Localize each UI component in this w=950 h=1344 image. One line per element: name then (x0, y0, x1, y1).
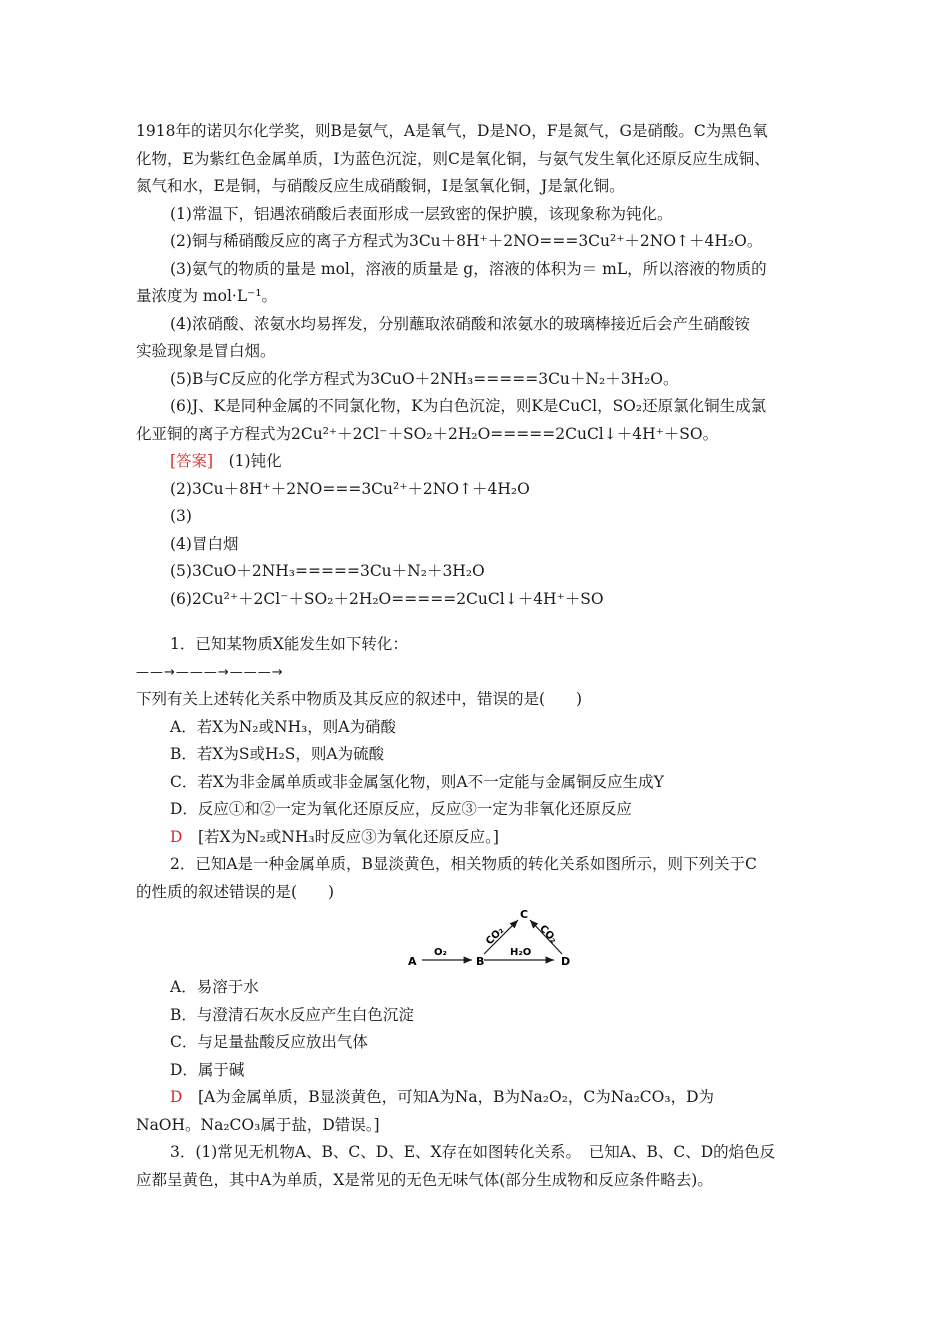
question-1-option-c: C．若X为非金属单质或非金属氢化物，则A不一定能与金属铜反应生成Y (170, 772, 664, 791)
question-2-option-b: B．与澄清石灰水反应产生白色沉淀 (170, 1005, 414, 1024)
answer-text: (1)钝化 (228, 452, 282, 470)
text-line: NaOH。Na₂CO₃属于盐，D错误。] (136, 1115, 380, 1134)
answer-line-5: (5)3CuO＋2NH₃=====3Cu＋N₂＋3H₂O (170, 562, 485, 580)
question-1-option-a: A．若X为N₂或NH₃，则A为硝酸 (170, 717, 396, 736)
question-1-answer (136, 824, 826, 852)
node-a: A (408, 955, 417, 968)
node-d: D (561, 955, 571, 968)
answer-key: D (170, 1088, 183, 1106)
answer-tag: [答案] (170, 452, 214, 470)
question-1-option-b: B．若X为S或H₂S，则A为硫酸 (170, 745, 385, 763)
answer-line-1 (136, 448, 826, 476)
question-2-stem: 2．已知A是一种金属单质，B显淡黄色，相关物质的转化关系如图所示，则下列关于C (170, 855, 757, 873)
answer-line-6: (6)2Cu²⁺＋2Cl⁻＋SO₂＋2H₂O=====2CuCl↓＋4H⁺＋SO (170, 589, 604, 608)
question-3-stem: 3．(1)常见无机物A、B、C、D、E、X存在如图转化关系。 已知A、B、C、D的焰色反 (170, 1143, 776, 1161)
answer-line-3: (3) (170, 507, 192, 525)
answer-key: D (170, 827, 183, 846)
node-c: C (520, 908, 529, 921)
document-body (136, 118, 826, 1194)
answer-explanation: [A为金属单质，B显淡黄色，可知A为Na，B为Na₂O₂，C为Na₂CO₃，D为 (197, 1088, 714, 1106)
solution-step-3: (3)氨气的物质的量是 mol，溶液的质量是 g，溶液的体积为＝ mL，所以溶液的物质的 (170, 259, 767, 278)
text-line: 化物，E为紫红色金属单质，I为蓝色沉淀，则C是氧化铜，与氨气发生氧化还原反应生成铜、 (136, 149, 770, 168)
text-line: 化亚铜的离子方程式为2Cu²⁺＋2Cl⁻＋SO₂＋2H₂O=====2CuCl↓＋4H⁺＋SO。 (136, 424, 719, 443)
solution-step-5: (5)B与C反应的化学方程式为3CuO＋2NH₃=====3Cu＋N₂＋3H₂O。 (170, 369, 679, 388)
solution-step-1: (1)常温下，铝遇浓硝酸后表面形成一层致密的保护膜，该现象称为钝化。 (170, 204, 673, 223)
text-line: 的性质的叙述错误的是( ) (136, 882, 335, 901)
solution-step-2: (2)铜与稀硝酸反应的离子方程式为3Cu＋8H⁺＋2NO===3Cu²⁺＋2NO↑＋4H₂O。 (170, 232, 763, 250)
answer-line-4: (4)冒白烟 (170, 534, 239, 553)
question-2-option-d: D．属于碱 (170, 1060, 245, 1079)
question-1-option-d: D．反应①和②一定为氧化还原反应，反应③一定为非氧化还原反应 (170, 800, 632, 818)
label-o2: O₂ (434, 947, 447, 958)
label-co2-left: CO₂ (484, 925, 507, 948)
question-1-arrows: ——→———→———→ (136, 664, 284, 680)
text-line: 1918年的诺贝尔化学奖，则B是氨气，A是氧气，D是NO，F是氮气，G是硝酸。C为黑色氧 (136, 122, 768, 140)
answer-explanation: [若X为N₂或NH₃时反应③为氧化还原反应。] (197, 827, 499, 846)
conversion-diagram-svg (404, 906, 604, 974)
text-line: 量浓度为 mol·L⁻¹。 (136, 287, 278, 305)
text-line: 实验现象是冒白烟。 (136, 342, 276, 360)
question-1-ask: 下列有关上述转化关系中物质及其反应的叙述中，错误的是( ) (136, 690, 583, 708)
solution-step-4: (4)浓硝酸、浓氨水均易挥发，分别蘸取浓硝酸和浓氨水的玻璃棒接近后会产生硝酸铵 (170, 314, 750, 333)
text-line: 氮气和水，E是铜，与硝酸反应生成硝酸铜，I是氢氧化铜，J是氯化铜。 (136, 177, 625, 195)
node-b: B (476, 955, 485, 968)
conversion-diagram (136, 906, 826, 974)
question-2-option-a: A．易溶于水 (170, 978, 259, 996)
question-1-stem: 1．已知某物质X能发生如下转化： (170, 635, 408, 653)
label-h2o: H₂O (510, 947, 532, 958)
question-2-answer (136, 1084, 826, 1112)
solution-step-6: (6)J、K是同种金属的不同氯化物，K为白色沉淀，则K是CuCl，SO₂还原氯化铜生成氯 (170, 397, 767, 415)
label-co2-right: CO₂ (537, 923, 559, 946)
question-2-option-c: C．与足量盐酸反应放出气体 (170, 1033, 368, 1051)
answer-line-2: (2)3Cu＋8H⁺＋2NO===3Cu²⁺＋2NO↑＋4H₂O (170, 479, 530, 498)
text-line: 应都呈黄色，其中A为单质，X是常见的无色无味气体(部分生成物和反应条件略去)。 (136, 1170, 713, 1189)
